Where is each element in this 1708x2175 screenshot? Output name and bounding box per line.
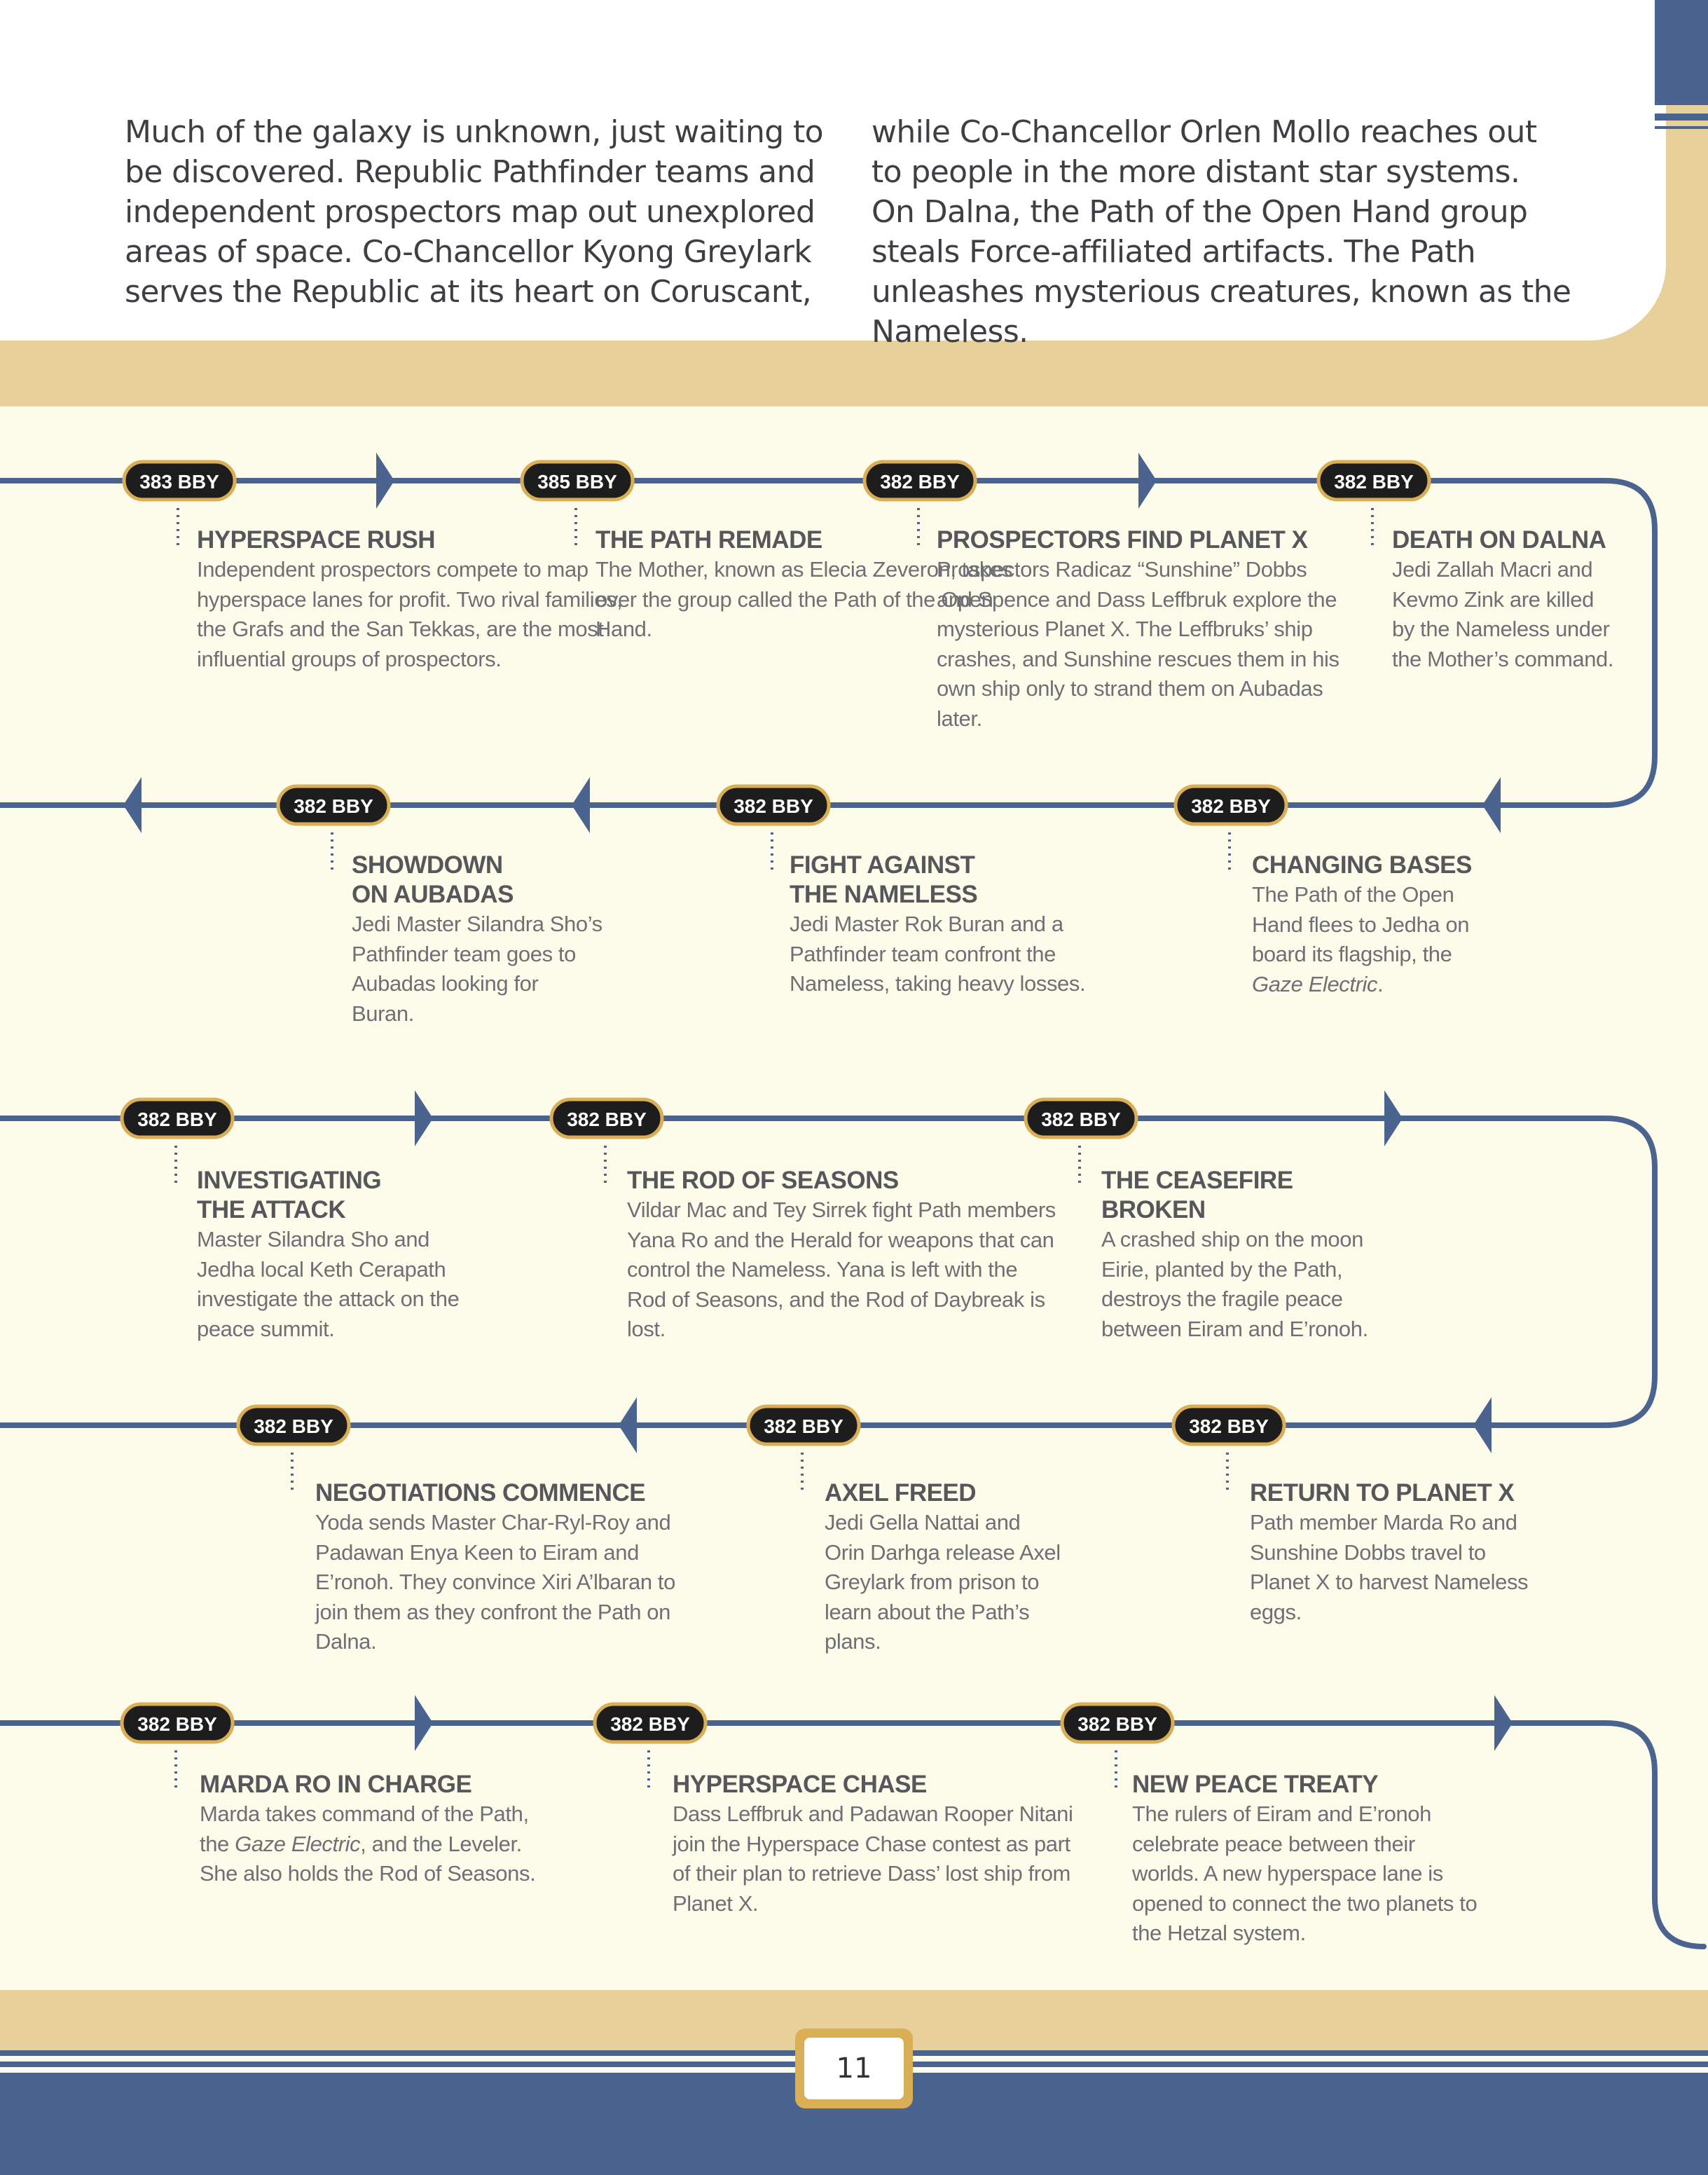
date-badge-label: 382 BBY [764,1415,843,1437]
event-title: INVESTIGATING THE ATTACK [197,1167,382,1223]
event-description: Master Silandra Sho and Jedha local Keth Cerapath investigate the attack on the peace summit. [197,1227,460,1341]
date-badge-label: 382 BBY [137,1109,217,1130]
timeline-event [937,526,1343,734]
date-badge-label: 382 BBY [1041,1109,1121,1130]
event-title: PROSPECTORS FIND PLANET X [937,526,1308,554]
date-badge-label: 382 BBY [610,1713,690,1735]
timeline-event [1250,1478,1551,1627]
date-badge-label: 382 BBY [1077,1713,1157,1735]
date-badge-label: 382 BBY [734,795,813,817]
date-badge-label: 382 BBY [880,471,960,493]
date-badge-label: 382 BBY [1334,471,1414,493]
timeline-event [627,1166,1061,1345]
event-title: THE PATH REMADE [595,526,822,554]
event-description: Jedi Master Silandra Sho’s Pathfinder team goes to Aubadas looking for Buran. [352,912,602,1026]
page-number: 11 [804,2038,904,2099]
event-title: THE ROD OF SEASONS [627,1167,899,1194]
timeline-event [1392,526,1616,674]
event-title: HYPERSPACE RUSH [197,526,435,554]
event-description: The Mother, known as Elecia Zeveron, takes over the group called the Path of the Open Hand. [595,557,1012,641]
timeline-event [197,526,631,674]
timeline-event [200,1770,550,1889]
event-description: Yoda sends Master Char-Ryl-Roy and Padawan Enya Keen to Eiram and E’ronoh. They convince Xiri A’lbaran to join them as they confront the Path on Dalna. [315,1510,675,1654]
event-title: RETURN TO PLANET X [1250,1479,1515,1507]
date-badge-label: 382 BBY [254,1415,333,1437]
event-description: A crashed ship on the moon Eirie, planted by the Path, destroys the fragile peace between Eiram and E’ronoh. [1101,1227,1368,1341]
timeline-event [1132,1770,1482,1949]
event-title: HYPERSPACE CHASE [673,1771,927,1798]
date-badge-label: 383 BBY [139,471,219,493]
event-description: Vildar Mac and Tey Sirrek fight Path members Yana Ro and the Herald for weapons that can control the Nameless. Yana is left with the Rod of Seasons, and the Rod of Daybreak is lost. [627,1198,1056,1341]
date-badge-label: 382 BBY [1189,1415,1269,1437]
date-badge-label: 385 BBY [537,471,617,493]
event-description: The Path of the Open Hand flees to Jedha on board its flagship, the Gaze Electric. [1252,882,1470,996]
event-description: Path member Marda Ro and Sunshine Dobbs travel to Planet X to harvest Nameless eggs. [1250,1510,1529,1624]
date-badge-label: 382 BBY [294,795,373,817]
timeline-event [1252,851,1504,999]
event-description: Jedi Master Rok Buran and a Pathfinder team confront the Nameless, taking heavy losses. [790,912,1086,996]
date-badge-label: 382 BBY [567,1109,647,1130]
date-badge-label: 382 BBY [1191,795,1271,817]
timeline-event [315,1478,680,1657]
event-title: AXEL FREED [825,1479,977,1507]
event-title: SHOWDOWN ON AUBADAS [352,851,514,908]
event-title: NEGOTIATIONS COMMENCE [315,1479,646,1507]
intro-text: Much of the galaxy is unknown, just waiting to be discovered. Republic Pathfinder teams and independent prospectors map out unexplored areas of space. Co-Chancellor Kyong Greylark serves the Republic at its heart on Coruscant, [125,114,823,310]
event-description: Marda takes command of the Path, the Gaze Electric, and the Leveler. She also holds the Rod of Seasons. [200,1802,536,1886]
timeline-event [825,1478,1063,1657]
event-description: Jedi Gella Nattai and Orin Darhga release Axel Greylark from prison to learn about the Path’s plans. [825,1510,1061,1654]
timeline-event [1101,1166,1396,1344]
intro-text: while Co-Chancellor Orlen Mollo reaches out to people in the more distant star systems. On Dalna, the Path of the Open Hand group steals Force-affiliated artifacts. The Path unleashes mysterious creatures, known as the Nameless. [872,114,1571,350]
event-description: Jedi Zallah Macri and Kevmo Zink are killed by the Nameless under the Mother’s command. [1392,557,1614,671]
event-description: Prospectors Radicaz “Sunshine” Dobbs and Spence and Dass Leffbruk explore the mysterious Planet X. The Leffbruks’ ship crashes, and Sunshine rescues them in his own ship only to strand them on Aubadas later. [937,557,1339,731]
event-title: DEATH ON DALNA [1392,526,1606,554]
timeline-event [673,1770,1093,1919]
timeline-event [197,1166,491,1344]
timeline-event [352,851,604,1029]
event-description: The rulers of Eiram and E’ronoh celebrate peace between their worlds. A new hyperspace lane is opened to connect the two planets to the Hetzal system. [1132,1802,1478,1945]
date-badge-label: 382 BBY [137,1713,217,1735]
event-title: NEW PEACE TREATY [1132,1771,1379,1798]
event-title: CHANGING BASES [1252,851,1472,879]
event-title: FIGHT AGAINST THE NAMELESS [790,851,978,908]
timeline-event [790,851,1154,999]
event-description: Independent prospectors compete to map hyperspace lanes for profit. Two rival families, the Grafs and the San Tekkas, are the most influential groups of prospectors. [197,557,623,671]
event-title: MARDA RO IN CHARGE [200,1771,472,1798]
event-description: Dass Leffbruk and Padawan Rooper Nitani join the Hyperspace Chase contest as part of their plan to retrieve Dass’ lost ship from Planet X. [673,1802,1073,1916]
event-title: THE CEASEFIRE BROKEN [1101,1167,1293,1223]
